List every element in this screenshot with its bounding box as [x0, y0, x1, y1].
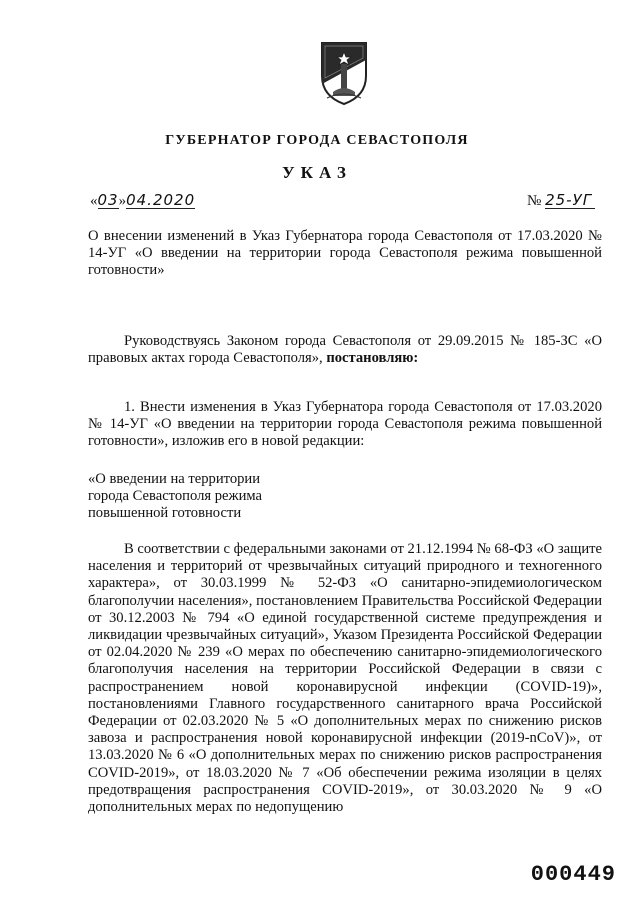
preamble: [88, 333, 602, 367]
item-1-text: 1. Внести изменения в Указ Губернатора города Севастополя от 17.03.2020 № 14-УГ «О введении на территории города Севастополя режима повышенной готовности», изложив его в новой редакции:: [88, 399, 602, 450]
item-1: [88, 399, 602, 451]
subject-text: О внесении изменений в Указ Губернатора города Севастополя от 17.03.2020 № 14-УГ «О введении на территории города Севастополя режима повышенной готовности»: [88, 228, 602, 279]
preamble-text: [88, 333, 602, 367]
quoted-title-line-2: города Севастополя режима: [88, 488, 263, 505]
document-number: [527, 192, 595, 210]
body-paragraph-text: В соответствии с федеральными законами от 21.12.1994 № 68-ФЗ «О защите населения и территорий от чрезвычайных ситуаций природного и техногенного характера», от 30.03.1999 № 52-ФЗ «О санитарно-эпидемиологическом благополучии населения», постановлением Правительства Российской Федерации от 30.12.2003 № 794 «О единой государственной системе предупреждения и ликвидации чрезвычайных ситуаций», Указом Президента Российской Федерации от 02.04.2020 № 239 «О мерах по обеспечению санитарно-эпидемиологического благополучия населения на территории Российской Федерации в связи с распространением новой коронавирусной инфекции (COVID-19)», постановлениями Главного государственного санитарного врача Российской Федерации от 02.03.2020 № 5 «О дополнительных мерах по снижению рисков завоза и распространения новой коронавирусной инфекции (2019-nCoV)», от 13.03.2020 № 6 «О дополнительных мерах по снижению рисков распространения COVID-2019», от 18.03.2020 № 7 «Об обеспечении режима изоляции в целях предотвращения распространения COVID-2019», от 30.03.2020 № 9 «О дополнительных мерах по недопущению: [88, 541, 602, 816]
quoted-title-line-1: «О введении на территории: [88, 471, 261, 487]
preamble-decree-word: постановляю:: [326, 350, 419, 367]
body-paragraph: [88, 541, 602, 816]
issuing-authority: ГУБЕРНАТОР ГОРОДА СЕВАСТОПОЛЯ: [165, 133, 469, 148]
document-subject: [88, 228, 602, 280]
preamble-body: Руководствуясь Законом города Севастополя от 29.09.2015 № 185-ЗС «О правовых актах города Севастополя»,: [88, 333, 602, 367]
date-open-quote: «: [90, 193, 98, 209]
quoted-title: [88, 471, 328, 523]
document-date: [90, 192, 195, 210]
document-type: УКАЗ: [282, 163, 352, 182]
coat-of-arms-icon: [319, 40, 369, 106]
date-day: 03: [97, 191, 119, 209]
number-value: 25-УГ: [545, 192, 595, 209]
page-number: 000449: [530, 862, 616, 887]
date-month-year: 04.2020: [126, 191, 196, 209]
date-close-quote: »: [118, 193, 127, 209]
number-sign: №: [527, 193, 542, 209]
quoted-title-line-3: повышенной готовности: [88, 505, 242, 522]
